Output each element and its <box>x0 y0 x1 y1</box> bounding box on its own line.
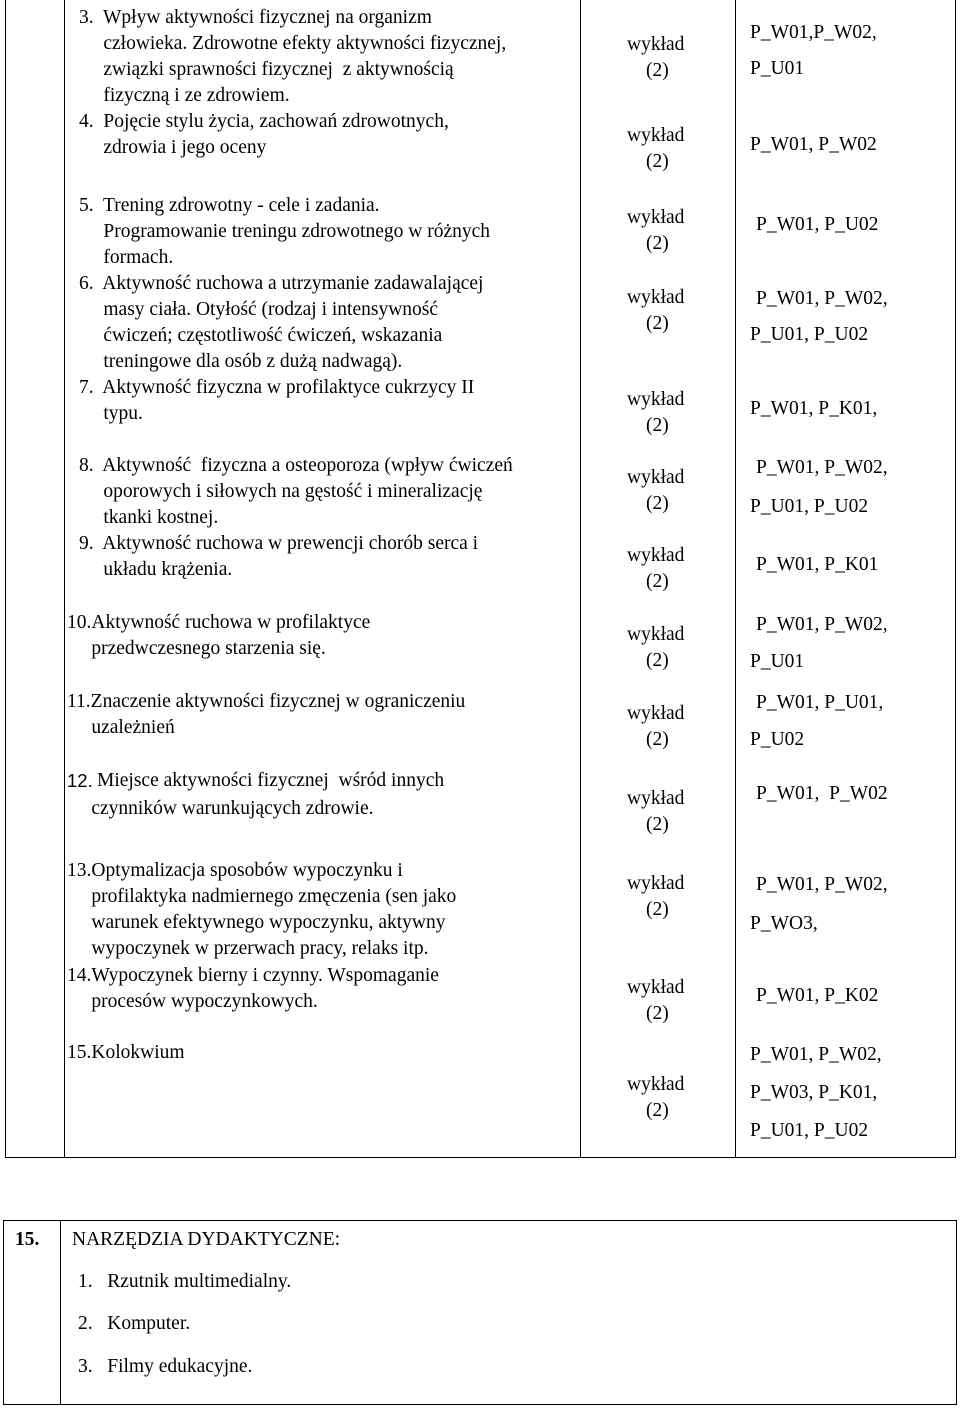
effect-code: P_W01, P_W02, <box>756 614 888 635</box>
effect-code: P_W01, P_K02 <box>756 985 879 1006</box>
topic-line: 6. Aktywność ruchowa a utrzymanie zadawalającej <box>79 273 484 294</box>
table-border-bottom <box>5 1157 956 1158</box>
topic-line: treningowe dla osób z dużą nadwagą). <box>79 351 403 372</box>
table-border-right <box>955 0 956 1158</box>
list-item: 1. Rzutnik multimedialny. <box>78 1271 292 1292</box>
form-hours: (2) <box>646 1003 669 1024</box>
effect-code: P_U02 <box>750 729 805 750</box>
form-hours: (2) <box>646 1100 669 1121</box>
effect-code: P_U01, P_U02 <box>750 1120 869 1141</box>
effect-code: P_W03, P_K01, <box>750 1082 878 1103</box>
topic-line: 15.Kolokwium <box>67 1042 185 1063</box>
section-border-bottom <box>3 1404 957 1405</box>
form-hours: (2) <box>646 899 669 920</box>
topic-line: 9. Aktywność ruchowa w prewencji chorób serca i <box>79 533 479 554</box>
effect-code: P_U01 <box>750 58 805 79</box>
topic-line: formach. <box>79 247 174 268</box>
form-hours: (2) <box>646 151 669 172</box>
effect-code: P_W01, P_W02, <box>756 457 888 478</box>
topic-line: ćwiczeń; częstotliwość ćwiczeń, wskazania <box>79 325 443 346</box>
topic-line: oporowych i siłowych na gęstość i mineralizację <box>79 481 483 502</box>
topic-line: tkanki kostnej. <box>79 507 219 528</box>
column-divider-1 <box>64 0 65 1158</box>
form-label: wykład <box>627 1074 685 1095</box>
column-divider-2 <box>580 0 581 1158</box>
form-hours: (2) <box>646 571 669 592</box>
topic-line: masy ciała. Otyłość (rodzaj i intensywność <box>79 299 439 320</box>
column-divider-3 <box>735 0 736 1158</box>
topic-line: przedwczesnego starzenia się. <box>67 638 326 659</box>
effect-code: P_W01, P_U01, <box>756 692 884 713</box>
topic-line: Miejsce aktywności fizycznej wśród innych <box>97 770 445 791</box>
list-item: 2. Komputer. <box>78 1313 191 1334</box>
form-label: wykład <box>627 34 685 55</box>
form-label: wykład <box>627 287 685 308</box>
effect-code: P_U01 <box>750 651 805 672</box>
effect-code: P_W01,P_W02, <box>750 22 877 43</box>
topic-line: 14.Wypoczynek bierny i czynny. Wspomaganie <box>67 965 439 986</box>
effect-code: P_W01, P_W02, <box>756 288 888 309</box>
form-label: wykład <box>627 624 685 645</box>
form-label: wykład <box>627 207 685 228</box>
topic-line: 3. Wpływ aktywności fizycznej na organizm <box>79 7 432 28</box>
list-item: 3. Filmy edukacyjne. <box>78 1356 253 1377</box>
effect-code: P_WO3, <box>750 913 818 934</box>
topic-line: typu. <box>79 403 143 424</box>
topic-line: profilaktyka nadmiernego zmęczenia (sen jako <box>67 886 457 907</box>
topic-line: fizyczną i ze zdrowiem. <box>79 85 290 106</box>
form-label: wykład <box>627 125 685 146</box>
form-hours: (2) <box>646 493 669 514</box>
topic-line: 4. Pojęcie stylu życia, zachowań zdrowotnych, <box>79 111 449 132</box>
form-hours: (2) <box>646 313 669 334</box>
form-hours: (2) <box>646 60 669 81</box>
form-label: wykład <box>627 467 685 488</box>
form-hours: (2) <box>646 729 669 750</box>
section-title: NARZĘDZIA DYDAKTYCZNE: <box>72 1229 341 1250</box>
effect-code: P_W01, P_U02 <box>756 214 879 235</box>
topic-line: zdrowia i jego oceny <box>79 137 267 158</box>
topic-line: człowieka. Zdrowotne efekty aktywności fizycznej, <box>79 33 507 54</box>
form-hours: (2) <box>646 233 669 254</box>
topic-line: procesów wypoczynkowych. <box>67 991 318 1012</box>
topic-line: warunek efektywnego wypoczynku, aktywny <box>67 912 446 933</box>
topic-line: 11.Znaczenie aktywności fizycznej w ograniczeniu <box>67 691 466 712</box>
form-hours: (2) <box>646 415 669 436</box>
form-label: wykład <box>627 873 685 894</box>
effect-code: P_W01, P_K01, <box>750 398 878 419</box>
topic-number: 12. <box>67 770 93 791</box>
effect-code: P_U01, P_U02 <box>750 496 869 517</box>
effect-code: P_W01, P_W02 <box>750 134 877 155</box>
topic-line: związki sprawności fizycznej z aktywnością <box>79 59 454 80</box>
form-label: wykład <box>627 703 685 724</box>
topic-line: czynników warunkujących zdrowie. <box>67 798 374 819</box>
section-border-left <box>3 1220 4 1405</box>
topic-line: 7. Aktywność fizyczna w profilaktyce cukrzycy II <box>79 377 475 398</box>
topic-line: 5. Trening zdrowotny - cele i zadania. <box>79 195 380 216</box>
effect-code: P_W01, P_K01 <box>756 554 879 575</box>
table-border-left <box>5 0 6 1158</box>
effect-code: P_W01, P_W02 <box>756 783 888 804</box>
section-border-right <box>956 1220 957 1405</box>
topic-line: Programowanie treningu zdrowotnego w różnych <box>79 221 491 242</box>
form-label: wykład <box>627 977 685 998</box>
topic-line: 13.Optymalizacja sposobów wypoczynku i <box>67 860 403 881</box>
effect-code: P_U01, P_U02 <box>750 324 869 345</box>
form-hours: (2) <box>646 814 669 835</box>
section-divider <box>60 1220 61 1405</box>
form-hours: (2) <box>646 650 669 671</box>
form-label: wykład <box>627 788 685 809</box>
topic-line: 10.Aktywność ruchowa w profilaktyce <box>67 612 371 633</box>
topic-line: 8. Aktywność fizyczna a osteoporoza (wpływ ćwiczeń <box>79 455 513 476</box>
effect-code: P_W01, P_W02, <box>750 1044 882 1065</box>
topic-line: układu krążenia. <box>79 559 233 580</box>
form-label: wykład <box>627 389 685 410</box>
topic-line: uzależnień <box>67 717 175 738</box>
section-border-top <box>3 1220 957 1221</box>
effect-code: P_W01, P_W02, <box>756 874 888 895</box>
topic-line: wypoczynek w przerwach pracy, relaks itp. <box>67 938 429 959</box>
form-label: wykład <box>627 545 685 566</box>
section-number: 15. <box>15 1229 40 1250</box>
